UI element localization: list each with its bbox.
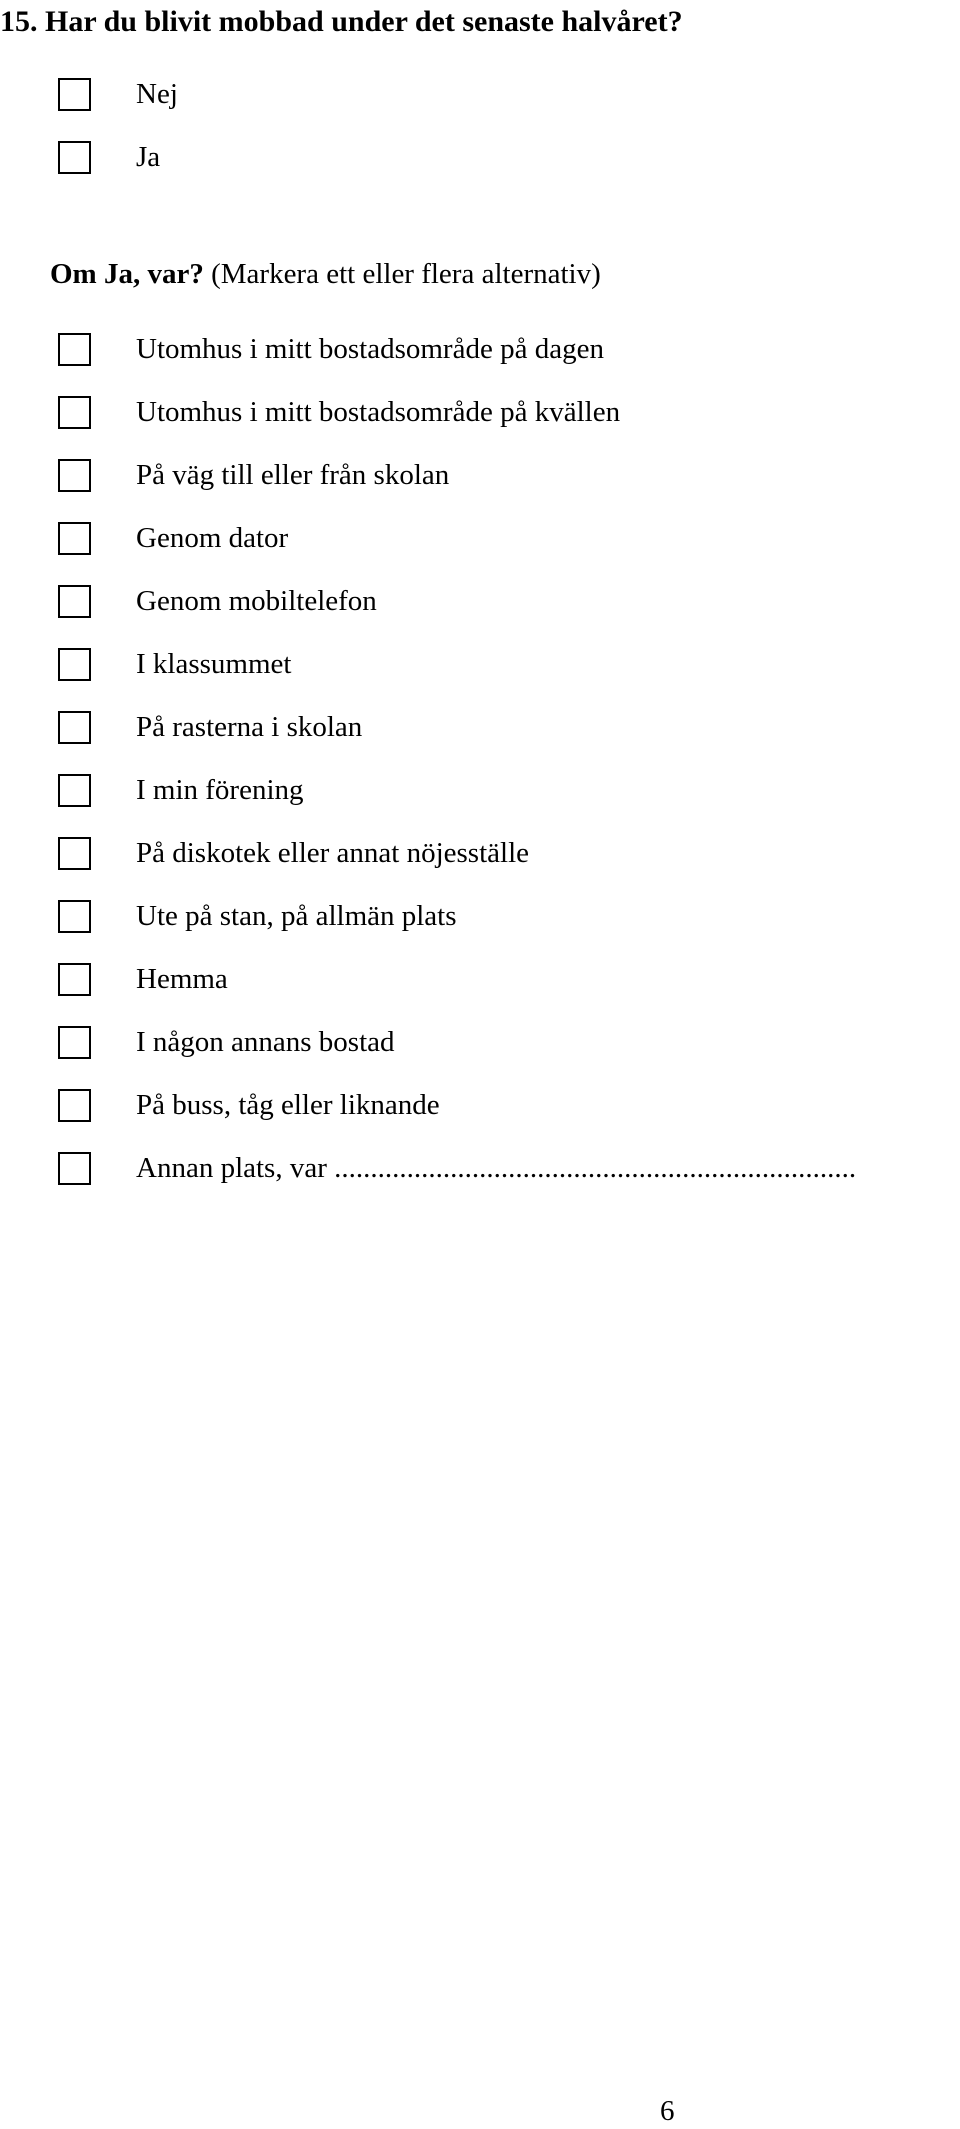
- checkbox-nej[interactable]: [58, 78, 91, 111]
- option-buss-tag[interactable]: [58, 1087, 440, 1123]
- checkbox-dator[interactable]: [58, 522, 91, 555]
- option-label-annan-plats: Annan plats, var ........................................................................: [136, 1152, 857, 1184]
- option-klassummet[interactable]: [58, 646, 291, 682]
- option-label-ja: Ja: [136, 141, 161, 173]
- option-label-utomhus-dagen: Utomhus i mitt bostadsområde på dagen: [136, 333, 604, 365]
- question-title: 15. Har du blivit mobbad under det senaste halvåret?: [0, 5, 683, 38]
- option-hemma[interactable]: [58, 961, 228, 997]
- option-label-buss-tag: På buss, tåg eller liknande: [136, 1089, 440, 1121]
- checkbox-hemma[interactable]: [58, 963, 91, 996]
- option-label-utomhus-kvallen: Utomhus i mitt bostadsområde på kvällen: [136, 396, 621, 428]
- checkbox-buss-tag[interactable]: [58, 1089, 91, 1122]
- followup-question: [50, 256, 601, 292]
- option-annans-bostad[interactable]: [58, 1024, 395, 1060]
- checkbox-annans-bostad[interactable]: [58, 1026, 91, 1059]
- checkbox-vag-skolan[interactable]: [58, 459, 91, 492]
- checkbox-utomhus-dagen[interactable]: [58, 333, 91, 366]
- option-ja[interactable]: [58, 139, 160, 175]
- checkbox-klassummet[interactable]: [58, 648, 91, 681]
- option-label-annans-bostad: I någon annans bostad: [136, 1026, 395, 1058]
- option-label-dator: Genom dator: [136, 522, 289, 554]
- option-diskotek[interactable]: [58, 835, 529, 871]
- option-stan[interactable]: [58, 898, 457, 934]
- checkbox-ja[interactable]: [58, 141, 91, 174]
- option-label-mobiltelefon: Genom mobiltelefon: [136, 585, 377, 617]
- option-label-diskotek: På diskotek eller annat nöjesställe: [136, 837, 530, 869]
- option-label-klassummet: I klassummet: [136, 648, 292, 680]
- checkbox-forening[interactable]: [58, 774, 91, 807]
- option-label-stan: Ute på stan, på allmän plats: [136, 900, 457, 932]
- option-nej[interactable]: [58, 76, 178, 112]
- page-number: 6: [660, 2095, 675, 2127]
- option-forening[interactable]: [58, 772, 304, 808]
- option-utomhus-dagen[interactable]: [58, 331, 604, 367]
- checkbox-diskotek[interactable]: [58, 837, 91, 870]
- option-label-vag-skolan: På väg till eller från skolan: [136, 459, 450, 491]
- followup-prefix: Om Ja, var?: [50, 258, 204, 290]
- checkbox-annan-plats[interactable]: [58, 1152, 91, 1185]
- option-vag-skolan[interactable]: [58, 457, 449, 493]
- option-label-forening: I min förening: [136, 774, 304, 806]
- option-annan-plats[interactable]: [58, 1150, 856, 1186]
- followup-instruction: (Markera ett eller flera alternativ): [211, 258, 601, 290]
- option-label-hemma: Hemma: [136, 963, 228, 995]
- checkbox-stan[interactable]: [58, 900, 91, 933]
- checkbox-utomhus-kvallen[interactable]: [58, 396, 91, 429]
- option-utomhus-kvallen[interactable]: [58, 394, 620, 430]
- checkbox-rasterna[interactable]: [58, 711, 91, 744]
- option-rasterna[interactable]: [58, 709, 362, 745]
- option-label-rasterna: På rasterna i skolan: [136, 711, 363, 743]
- option-dator[interactable]: [58, 520, 288, 556]
- option-label-nej: Nej: [136, 78, 178, 110]
- option-mobiltelefon[interactable]: [58, 583, 377, 619]
- checkbox-mobiltelefon[interactable]: [58, 585, 91, 618]
